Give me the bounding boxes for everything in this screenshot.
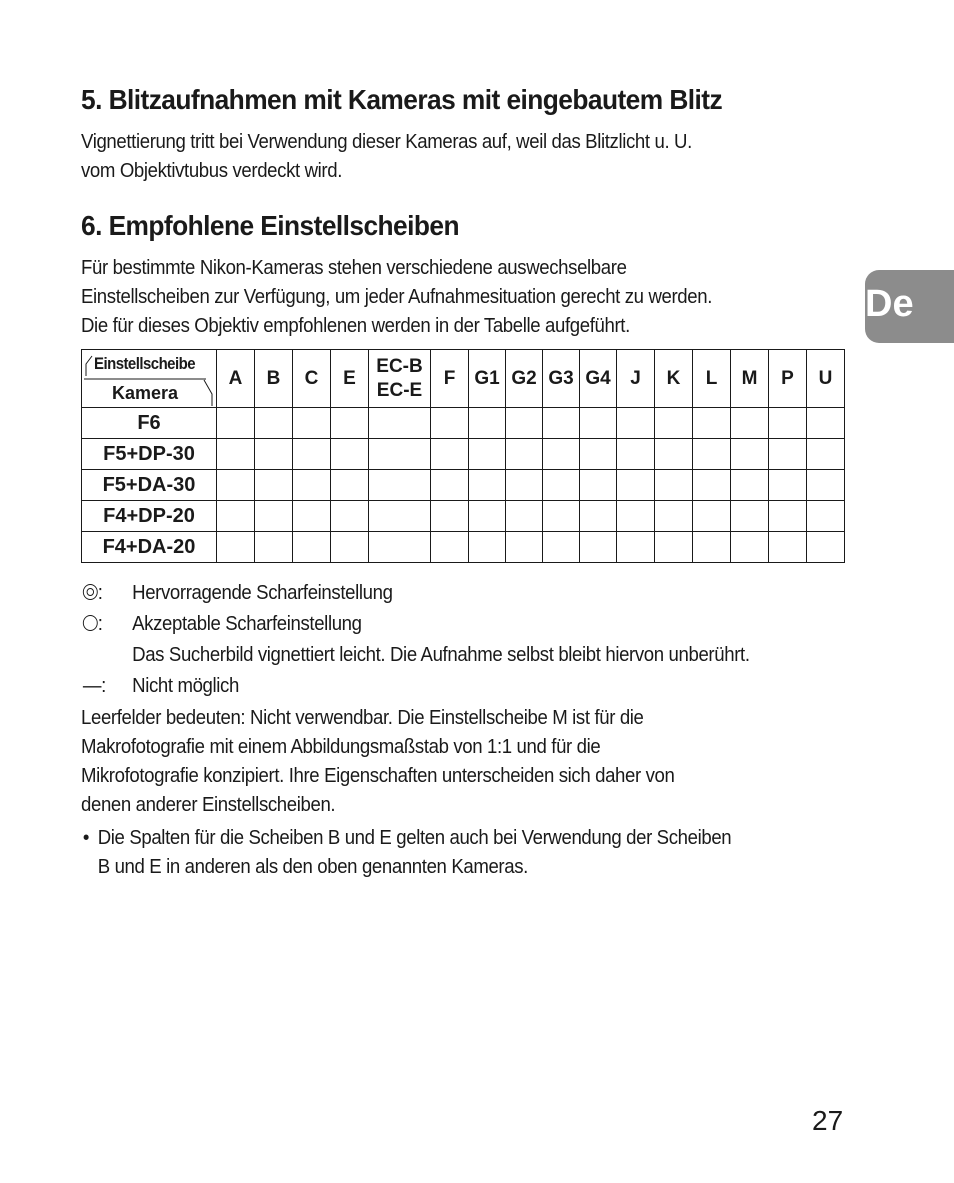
row-header: F4+DA-20 bbox=[82, 532, 217, 563]
table-row bbox=[82, 501, 845, 532]
page-number: 27 bbox=[812, 1105, 844, 1136]
dash-icon: — bbox=[82, 675, 102, 697]
column-header: P bbox=[769, 350, 807, 408]
section-5-heading: 5. Blitzaufnahmen mit Kameras mit eingebautem Blitz bbox=[81, 84, 723, 115]
column-header: B bbox=[255, 350, 293, 408]
legend-text: Akzeptable Scharfeinstellung bbox=[132, 613, 362, 635]
text-line: Die für dieses Objektiv empfohlenen werden in der Tabelle aufgeführt. bbox=[81, 315, 630, 337]
column-header: G4 bbox=[580, 350, 617, 408]
column-header bbox=[369, 350, 431, 408]
table-row bbox=[82, 532, 845, 563]
column-header: K bbox=[655, 350, 693, 408]
bullet-icon: • bbox=[82, 827, 90, 849]
corner-label-screen: Einstellscheibe bbox=[94, 354, 196, 373]
text-line: Makrofotografie mit einem Abbildungsmaßstab von 1:1 und für die bbox=[81, 736, 601, 758]
text-line: vom Objektivtubus verdeckt wird. bbox=[81, 160, 342, 182]
language-tab bbox=[865, 270, 954, 343]
text-line: Leerfelder bedeuten: Nicht verwendbar. Die Einstellscheibe M ist für die bbox=[81, 707, 644, 729]
text-line: Mikrofotografie konzipiert. Ihre Eigenschaften unterscheiden sich daher von bbox=[81, 765, 675, 787]
table-row bbox=[82, 408, 845, 439]
table-row bbox=[82, 439, 845, 470]
column-header: F bbox=[431, 350, 469, 408]
note-paragraph bbox=[81, 704, 674, 820]
text-line: Einstellscheiben zur Verfügung, um jeder Aufnahmesituation gerecht zu werden. bbox=[81, 286, 713, 308]
corner-label-camera: Kamera bbox=[112, 383, 179, 403]
text-line: Vignettierung tritt bei Verwendung dieser Kameras auf, weil das Blitzlicht u. U. bbox=[81, 131, 692, 153]
text-line: Die Spalten für die Scheiben B und E gelten auch bei Verwendung der Scheiben bbox=[97, 827, 732, 849]
text-line: Für bestimmte Nikon-Kameras stehen verschiedene auswechselbare bbox=[81, 257, 627, 279]
section-6-paragraph bbox=[81, 254, 712, 341]
column-header: C bbox=[293, 350, 331, 408]
column-header: G1 bbox=[469, 350, 506, 408]
circle-icon bbox=[83, 615, 98, 631]
column-header: G3 bbox=[543, 350, 580, 408]
legend-text: Hervorragende Scharfeinstellung bbox=[132, 582, 393, 604]
section-6-heading: 6. Empfohlene Einstellscheiben bbox=[81, 210, 459, 241]
column-header-line: EC-B bbox=[376, 355, 423, 377]
table-row bbox=[82, 470, 845, 501]
column-header: A bbox=[217, 350, 255, 408]
column-header: G2 bbox=[506, 350, 543, 408]
legend-text: Das Sucherbild vignettiert leicht. Die Aufnahme selbst bleibt hiervon unberührt. bbox=[132, 644, 750, 666]
section-5-paragraph bbox=[81, 128, 692, 186]
table-corner-header bbox=[82, 350, 217, 408]
column-header: L bbox=[693, 350, 731, 408]
column-header: M bbox=[731, 350, 769, 408]
text-line: denen anderer Einstellscheiben. bbox=[81, 794, 336, 816]
bullet-note bbox=[81, 824, 732, 882]
language-tab-label: De bbox=[865, 283, 914, 325]
double-circle-icon bbox=[83, 584, 98, 600]
row-header: F4+DP-20 bbox=[82, 501, 217, 532]
row-header: F6 bbox=[82, 408, 217, 439]
table-header-row bbox=[82, 350, 845, 408]
focusing-screen-table bbox=[81, 349, 845, 563]
legend-text: Nicht möglich bbox=[132, 675, 239, 697]
column-header: E bbox=[331, 350, 369, 408]
row-header: F5+DA-30 bbox=[82, 470, 217, 501]
row-header: F5+DP-30 bbox=[82, 439, 217, 470]
text-line: B und E in anderen als den oben genannten Kameras. bbox=[97, 856, 528, 878]
column-header-line: EC-E bbox=[376, 379, 423, 401]
column-header: J bbox=[617, 350, 655, 408]
column-header: U bbox=[807, 350, 845, 408]
